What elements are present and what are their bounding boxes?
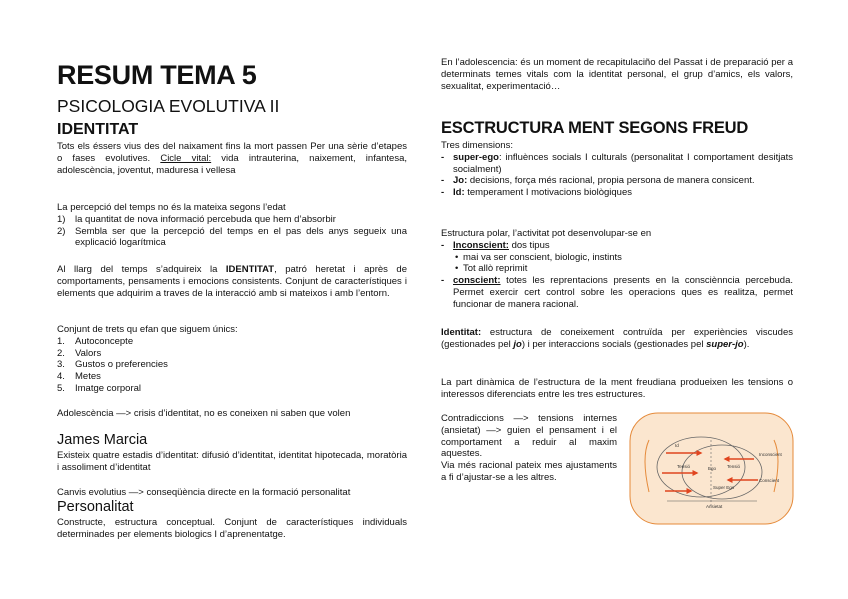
- identitat-heading: IDENTITAT: [57, 121, 139, 138]
- tres-dimensions-label: Tres dimensions:: [441, 140, 513, 151]
- freud-diagram: [629, 412, 794, 525]
- list-item: 5. Imatge corporal: [57, 382, 142, 394]
- label-inconscient: Inconscient: [759, 452, 782, 457]
- list-item: 1. Autoconcepte: [57, 335, 134, 347]
- identitat-definition: Identitat: estructura de coneixement contruïda per experiències viscudes (gestionades pel jo) i per interaccions socials (gestionades pel super-jo).: [441, 327, 793, 350]
- james-marcia-heading: James Marcia: [57, 432, 148, 448]
- list-item: - Id: temperament I motivacions biològiques: [441, 187, 633, 199]
- personalitat-text: Constructe, estructura conceptual. Conjunt de característiques individuals determinades per elements biologics I d’aprenentatge.: [57, 517, 407, 540]
- list-item: • mai va ser conscient, biologic, instints: [455, 251, 622, 263]
- identitat-paragraph: Al llarg del temps s’adquireix la IDENTITAT, patró heretat i après de comportaments, pensaments i emocions consistents. Conjunt de característiques i elements que adquirim a traves de la interacció amb si mateixos i amb l’entorn.: [57, 264, 407, 299]
- cicle-vital-label: Cicle vital:: [160, 152, 212, 164]
- cicle-vital-text: vida intrauterina, naixement, infantesa, adolescència, joventut, maduresa i vellesa: [57, 152, 407, 176]
- part-dinamica-text: La part dinàmica de l’estructura de la ment freudiana produeixen les tensions o interessos diferenciats entre les tres estructures.: [441, 377, 793, 400]
- adolescencia-line: Adolescència —> crisis d’identitat, no es coneixen ni saben que volen: [57, 408, 351, 419]
- trets-block: [57, 324, 407, 395]
- estructura-block: [441, 228, 793, 311]
- percepcio-block: [57, 202, 407, 249]
- page-subtitle: PSICOLOGIA EVOLUTIVA II: [57, 96, 280, 116]
- list-item: - super-ego: influènces socials I culturals (personalitat I comportament desitjats socialment): [441, 151, 793, 175]
- list-item: 2. Valors: [57, 347, 102, 359]
- intro-text: Tots els éssers vius des del naixament fins la mort passen Per una sèrie d’etapes o fases evolutives.: [57, 141, 407, 164]
- label-super-ego: Super Ego: [713, 485, 735, 490]
- label-ansietat: Ansietat: [706, 504, 723, 509]
- label-tensio-left: Tensió: [677, 464, 691, 469]
- estructura-polar-label: Estructura polar, l’activitat pot desenvolupar-se en: [441, 228, 652, 239]
- james-marcia-text: Existeix quatre estadis d’identitat: difusió d’identitat, identitat hipotecada, moratòria i assoliment d’identitat: [57, 450, 407, 473]
- personalitat-heading: Personalitat: [57, 499, 134, 515]
- list-item: - Inconscient: dos tipus: [441, 239, 550, 251]
- list-item: 1) la quantitat de nova informació percebuda que hem d’absorbir: [57, 213, 336, 225]
- label-ego: Ego: [708, 466, 717, 471]
- dimensions-block: [441, 140, 793, 199]
- page-title: RESUM TEMA 5: [57, 60, 257, 90]
- list-item: 4. Metes: [57, 371, 101, 383]
- label-tensio-right: Tensió: [727, 464, 741, 469]
- list-item: • Tot allò reprimit: [455, 263, 528, 275]
- list-item: 2) Sembla ser que la percepció del temps en el pas dels anys segueix una explicació logarítmica: [57, 225, 407, 249]
- contradiccions-text: Contradiccions —> tensions internes (ansietat) —> guien el pensament i el comportament a reduir al maxim aquestes. Via més racional pateix mes ajustaments a fi d’ajustar-se a les altres.: [441, 413, 617, 483]
- label-conscient: Conscient: [759, 478, 780, 483]
- percepcio-intro: La percepció del temps no és la mateixa segons l’edat: [57, 202, 286, 213]
- intro-paragraph: [57, 141, 407, 176]
- list-item: - conscient: totes les reprentacions presents en la consciènncia percebuda. Permet exercir cert control sobre les operacions ques es realitza, permet funcionar de manera racional.: [441, 275, 793, 310]
- freud-heading: ESCTRUCTURA MENT SEGONS FREUD: [441, 119, 749, 137]
- canvis-line: Canvis evolutius —> conseqüència directe en la formació personalitat: [57, 487, 351, 498]
- trets-intro: Conjunt de trets qu efan que siguem únics:: [57, 324, 238, 335]
- list-item: - Jo: decisions, força més racional, propia persona de manera consicent.: [441, 175, 755, 187]
- list-item: 3. Gustos o preferencies: [57, 359, 168, 371]
- label-id: Id: [675, 443, 679, 448]
- adolescencia-intro: En l’adolescencia: és un moment de recapitulaciño del Passat i de preparació per a determinats temes vitals com la identitat personal, el grup d’amics, els valors, sexualitat, experimentació…: [441, 57, 793, 92]
